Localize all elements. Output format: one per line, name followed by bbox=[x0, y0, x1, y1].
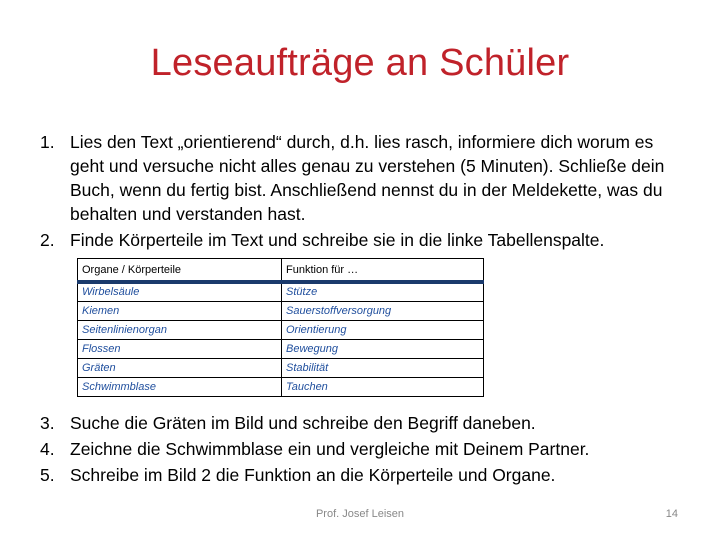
table-cell: Flossen bbox=[78, 339, 282, 358]
table-cell: Stütze bbox=[282, 282, 484, 301]
table-cell: Gräten bbox=[78, 358, 282, 377]
table-cell: Schwimmblase bbox=[78, 377, 282, 396]
list-item bbox=[40, 130, 680, 226]
table-cell: Stabilität bbox=[282, 358, 484, 377]
organ-function-table bbox=[77, 258, 484, 397]
list-number: 1. bbox=[40, 132, 55, 152]
table-cell: Sauerstoffversorgung bbox=[282, 301, 484, 320]
list-number: 4. bbox=[40, 439, 55, 459]
list-text: Schreibe im Bild 2 die Funktion an die Körperteile und Organe. bbox=[70, 465, 556, 485]
table-cell: Bewegung bbox=[282, 339, 484, 358]
list-number: 2. bbox=[40, 230, 55, 250]
list-text: Finde Körperteile im Text und schreibe sie in die linke Tabellenspalte. bbox=[70, 230, 605, 250]
footer-author: Prof. Josef Leisen bbox=[315, 508, 405, 520]
table-row bbox=[78, 358, 484, 377]
table-row bbox=[78, 301, 484, 320]
table-header: Funktion für … bbox=[282, 259, 484, 283]
list-text: Zeichne die Schwimmblase ein und vergleiche mit Deinem Partner. bbox=[70, 439, 590, 459]
table-cell: Seitenlinienorgan bbox=[78, 320, 282, 339]
table-row bbox=[78, 339, 484, 358]
table-cell: Orientierung bbox=[282, 320, 484, 339]
table-header: Organe / Körperteile bbox=[78, 259, 282, 283]
list-item bbox=[40, 228, 680, 252]
table-cell: Kiemen bbox=[78, 301, 282, 320]
table-header-row bbox=[78, 259, 484, 283]
list-text: Lies den Text „orientierend“ durch, d.h. lies rasch, informiere dich worum es geht und versuche nicht alles genau zu verstehen (5 Minuten). Schließe dein Buch, wenn du fertig bist. Anschließend nennst du in der Meldekette, was du behalten und verstanden hast. bbox=[70, 132, 665, 224]
list-number: 5. bbox=[40, 465, 55, 485]
table-row bbox=[78, 282, 484, 301]
page-title: Leseaufträge an Schüler bbox=[150, 42, 570, 84]
table-cell: Tauchen bbox=[282, 377, 484, 396]
list-number: 3. bbox=[40, 413, 55, 433]
page-number: 14 bbox=[665, 508, 678, 520]
list-item bbox=[40, 437, 680, 461]
task-list-bottom bbox=[40, 411, 680, 489]
list-item bbox=[40, 411, 680, 435]
table-row bbox=[78, 320, 484, 339]
task-list-top bbox=[40, 130, 680, 254]
table-cell: Wirbelsäule bbox=[78, 282, 282, 301]
list-item bbox=[40, 463, 680, 487]
list-text: Suche die Gräten im Bild und schreibe den Begriff daneben. bbox=[70, 413, 536, 433]
table-row bbox=[78, 377, 484, 396]
